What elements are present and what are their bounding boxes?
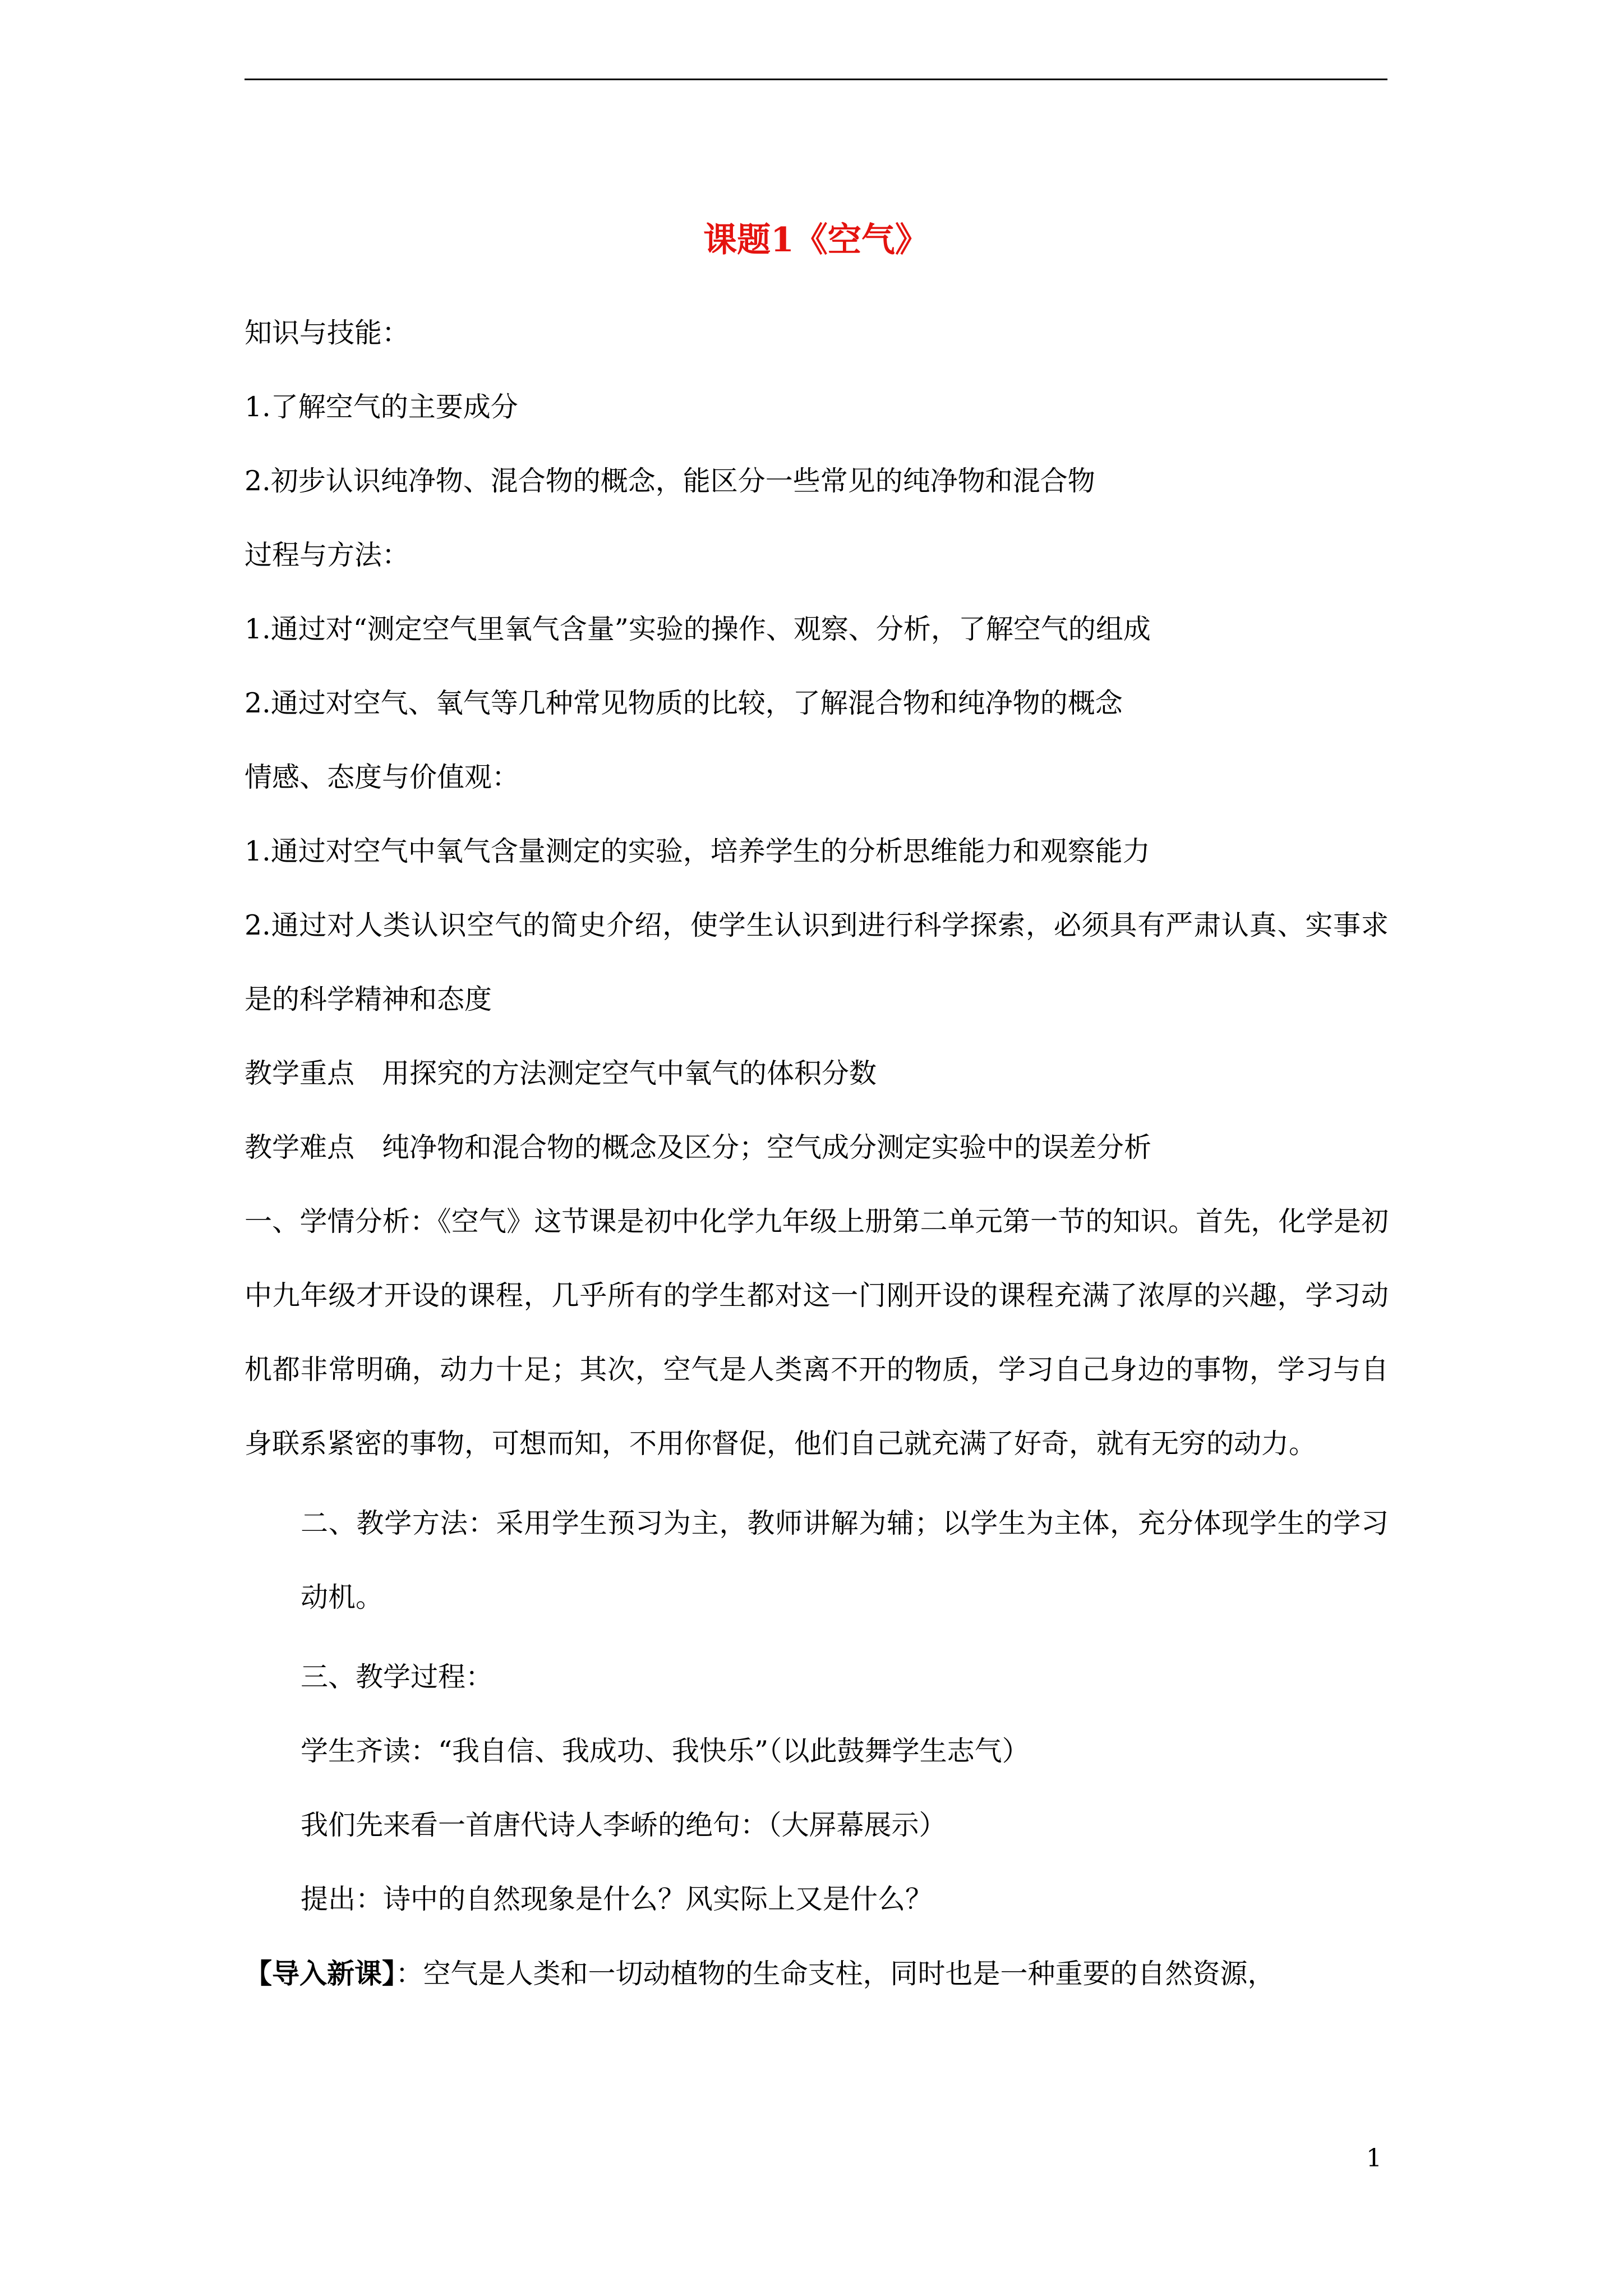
emotion-item-1: 1.通过对空气中氧气含量测定的实验，培养学生的分析思维能力和观察能力: [245, 835, 1150, 867]
key-point: 教学重点 用探究的方法测定空气中氧气的体积分数: [245, 1057, 877, 1089]
section-teaching-process: 三、教学过程：: [301, 1661, 494, 1693]
process-item-2: 2.通过对空气、氧气等几种常见物质的比较，了解混合物和纯净物的概念: [245, 687, 1123, 719]
header-rule: [245, 79, 1387, 80]
read-aloud-line: 学生齐读：“我自信、我成功、我快乐”（以此鼓舞学生志气）: [301, 1735, 1030, 1767]
intro-text: ：空气是人类和一切动植物的生命支柱，同时也是一种重要的自然资源，: [395, 1958, 1275, 1990]
page-number: 1: [1366, 2144, 1382, 2173]
process-item-1: 1.通过对“测定空气里氧气含量”实验的操作、观察、分析，了解空气的组成: [245, 613, 1151, 645]
emotion-heading: 情感、态度与价值观：: [245, 761, 520, 793]
intro-label: 【导入新课】: [245, 1957, 396, 1990]
section-learning-analysis: 一、学情分析：《空气》这节课是初中化学九年级上册第二单元第一节的知识。首先，化学是初中九年级才开设的课程，几乎所有的学生都对这一门刚开设的课程充满了浓厚的兴趣，学习动机都非常明确，动力十足；其次，空气是人类离不开的物质，学习自己身边的事物，学习与自身联系紧密的事物，可想而知，不用你督促，他们自己就充满了好奇，就有无穷的动力。: [245, 1205, 1389, 1460]
knowledge-heading: 知识与技能：: [245, 317, 410, 349]
section-teaching-method: 二、教学方法：采用学生预习为主，教师讲解为辅；以学生为主体，充分体现学生的学习动机。: [301, 1507, 1389, 1613]
difficult-point: 教学难点 纯净物和混合物的概念及区分；空气成分测定实验中的误差分析: [245, 1131, 1152, 1163]
intro-paragraph: [245, 1936, 1389, 2011]
process-heading: 过程与方法：: [245, 539, 410, 571]
document-body: [245, 296, 1389, 2011]
page-title: 课题1《空气》: [703, 220, 929, 260]
poem-intro-line: 我们先来看一首唐代诗人李峤的绝句：（大屏幕展示）: [301, 1809, 947, 1841]
knowledge-item-1: 1.了解空气的主要成分: [245, 391, 518, 423]
knowledge-item-2: 2.初步认识纯净物、混合物的概念，能区分一些常见的纯净物和混合物: [245, 465, 1095, 497]
question-line: 提出：诗中的自然现象是什么？风实际上又是什么？: [301, 1883, 933, 1915]
emotion-item-2: 2.通过对人类认识空气的简史介绍，使学生认识到进行科学探索，必须具有严肃认真、实事求是的科学精神和态度: [245, 909, 1389, 1015]
